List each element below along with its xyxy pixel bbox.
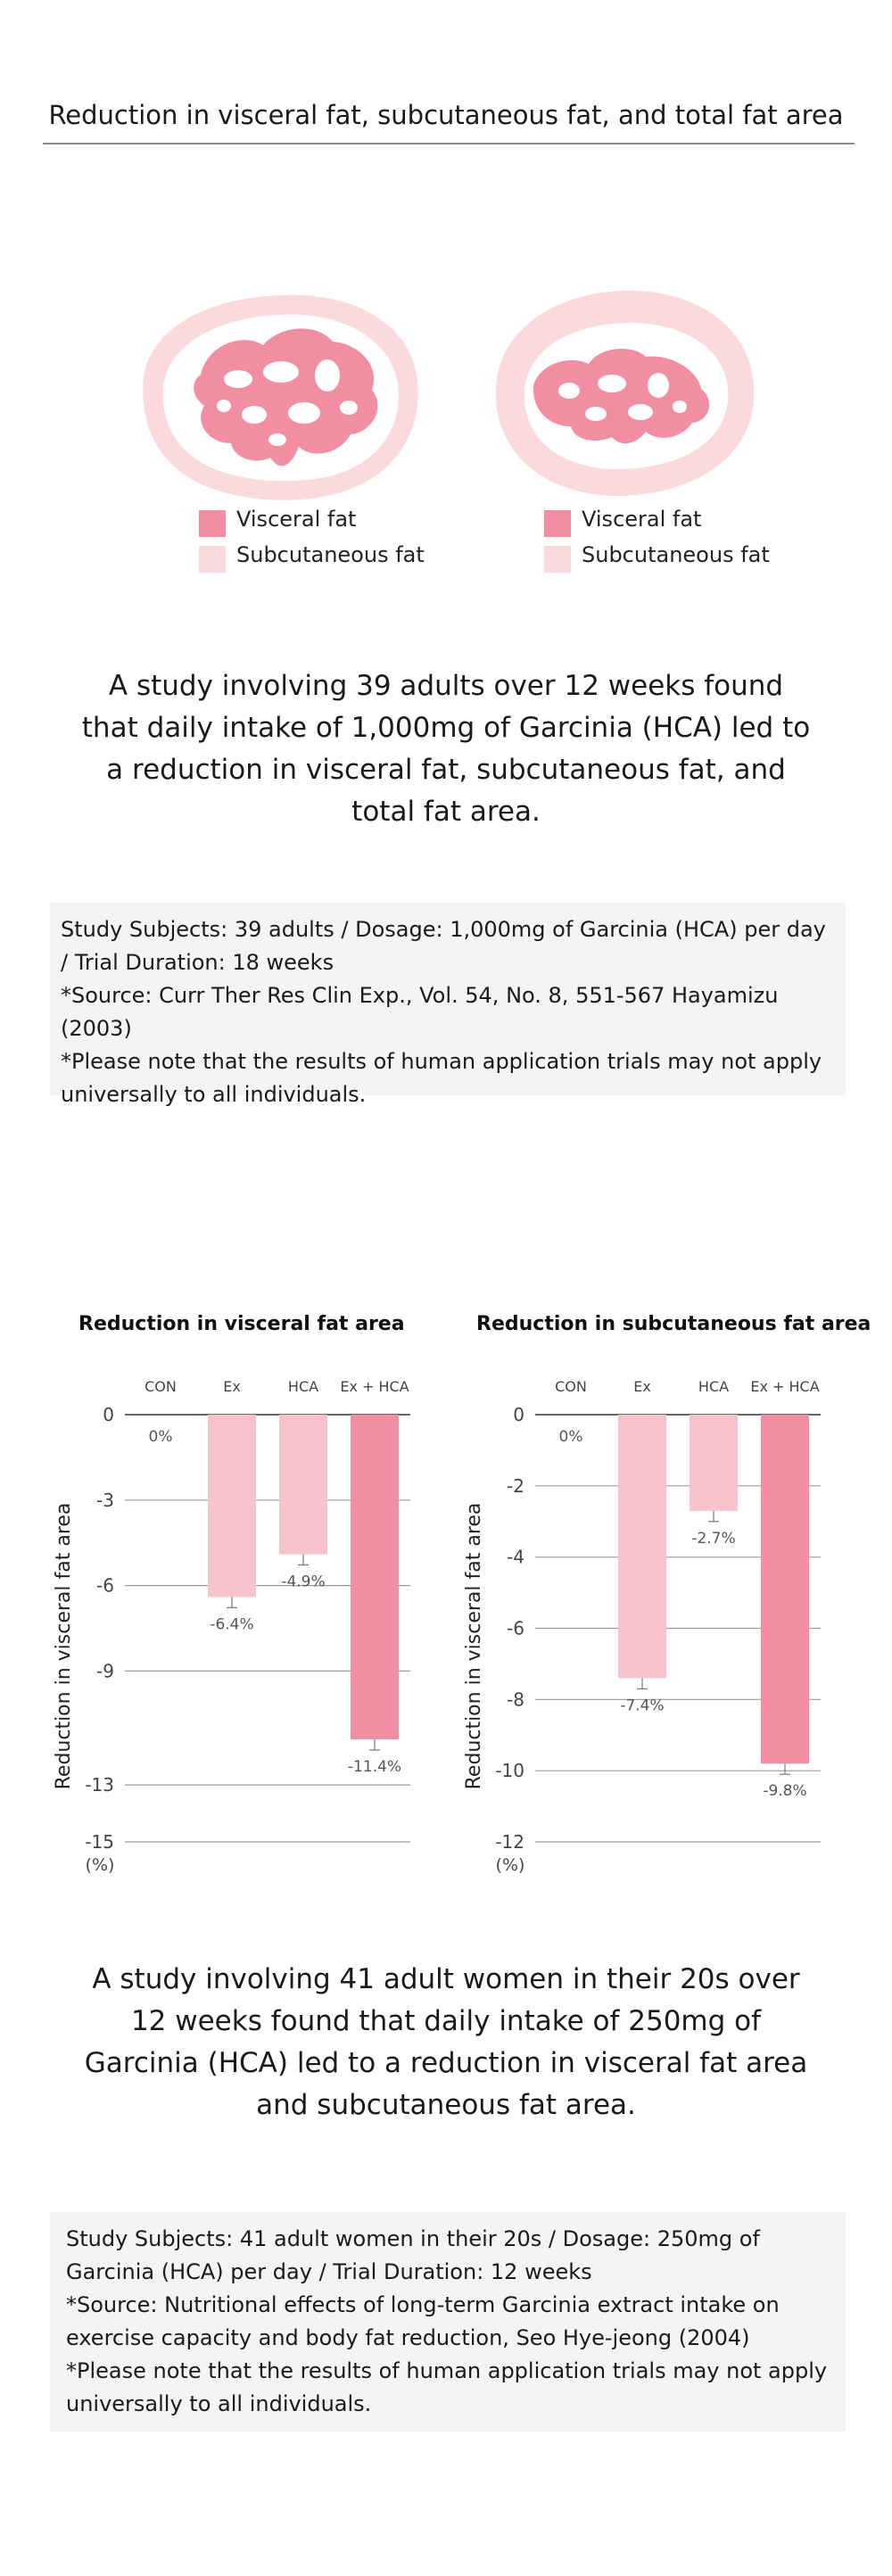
y-tick-label: -13 (85, 1774, 114, 1796)
swatch-visceral (544, 510, 571, 537)
y-tick-label: -8 (507, 1688, 524, 1711)
data-label: -2.7% (691, 1529, 736, 1548)
y-unit-label: (%) (85, 1855, 115, 1875)
swatch-visceral (199, 510, 226, 537)
chart2-title: Reduction in subcutaneous fat area (476, 1313, 871, 1335)
study2-note: *Please note that the results of human application trials may not apply universally to all individuals. (66, 2358, 828, 2416)
study2-statement: A study involving 41 adult women in their 20s over 12 weeks found that daily intake of 250mg of Garcinia (HCA) led to a reduction in visceral fat area and subcutaneous fat area. (84, 1963, 808, 2121)
study2-details: Study Subjects: 41 adult women in their 20s / Dosage: 250mg of Garcinia (HCA) per day / Trial Duration: 12 weeks (66, 2226, 760, 2284)
category-label: CON (555, 1378, 587, 1395)
y-tick-label: 0 (103, 1404, 114, 1425)
data-label: 0% (558, 1428, 583, 1446)
category-label: Ex + HCA (750, 1378, 820, 1395)
swatch-subcutaneous (544, 546, 571, 573)
cross-section-illustration-after (491, 287, 758, 501)
bar (618, 1415, 666, 1678)
category-label: CON (145, 1378, 177, 1395)
y-tick-label: 0 (513, 1404, 524, 1425)
bar (761, 1415, 809, 1763)
legend-label-visceral: Visceral fat (582, 507, 702, 532)
y-axis-label: Reduction in visceral fat area (463, 1502, 485, 1790)
y-tick-label: -9 (96, 1660, 114, 1682)
study2-info-box (50, 2212, 846, 2432)
study1-info-box (50, 903, 846, 1107)
bar (690, 1415, 738, 1511)
study1-details: Study Subjects: 39 adults / Dosage: 1,000mg of Garcinia (HCA) per day / Trial Duration: 18 weeks (61, 917, 826, 975)
bar-chart-subcutaneous (446, 1365, 838, 1882)
category-label: Ex (633, 1378, 651, 1395)
study1-note: *Please note that the results of human application trials may not apply universally to all individuals. (61, 1049, 822, 1107)
data-label: -11.4% (347, 1758, 402, 1777)
data-label: -6.4% (210, 1615, 254, 1634)
y-tick-label: -3 (96, 1489, 114, 1511)
legend-label-subcutaneous: Subcutaneous fat (236, 542, 425, 567)
y-tick-label: -15 (85, 1831, 114, 1853)
legend-label-visceral: Visceral fat (236, 507, 357, 532)
category-label: HCA (287, 1378, 319, 1395)
data-label: 0% (148, 1428, 173, 1446)
study2-source: *Source: Nutritional effects of long-term Garcinia extract intake on exercise capacity and body fat reduction, Seo Hye-jeong (2004) (66, 2292, 780, 2350)
category-label: Ex + HCA (340, 1378, 409, 1395)
bar (208, 1415, 256, 1597)
y-tick-label: -6 (96, 1574, 114, 1597)
category-label: Ex (223, 1378, 241, 1395)
legend-label-subcutaneous: Subcutaneous fat (582, 542, 770, 567)
y-tick-label: -6 (507, 1617, 524, 1639)
bar (279, 1415, 327, 1554)
y-tick-label: -4 (507, 1546, 524, 1568)
y-tick-label: -10 (495, 1760, 524, 1782)
y-unit-label: (%) (495, 1855, 525, 1875)
y-axis-label: Reduction in visceral fat area (53, 1502, 75, 1790)
data-label: -4.9% (281, 1573, 326, 1591)
bar (351, 1415, 399, 1739)
study1-statement: A study involving 39 adults over 12 weeks found that daily intake of 1,000mg of Garcinia (HCA) led to a reduction in visceral fat, subcutaneous fat, and total fat area. (81, 670, 811, 828)
cross-section-illustration-before (138, 290, 424, 504)
swatch-subcutaneous (199, 546, 226, 573)
y-tick-label: -2 (507, 1474, 524, 1497)
page-title: Reduction in visceral fat, subcutaneous fat, and total fat area (48, 100, 844, 130)
chart1-title: Reduction in visceral fat area (78, 1313, 405, 1335)
title-divider (43, 143, 855, 144)
bar-chart-visceral (36, 1365, 428, 1882)
category-label: HCA (698, 1378, 730, 1395)
y-tick-label: -12 (495, 1831, 524, 1853)
data-label: -7.4% (620, 1697, 665, 1715)
data-label: -9.8% (763, 1782, 807, 1801)
study1-source: *Source: Curr Ther Res Clin Exp., Vol. 54, No. 8, 551-567 Hayamizu (2003) (61, 983, 779, 1041)
